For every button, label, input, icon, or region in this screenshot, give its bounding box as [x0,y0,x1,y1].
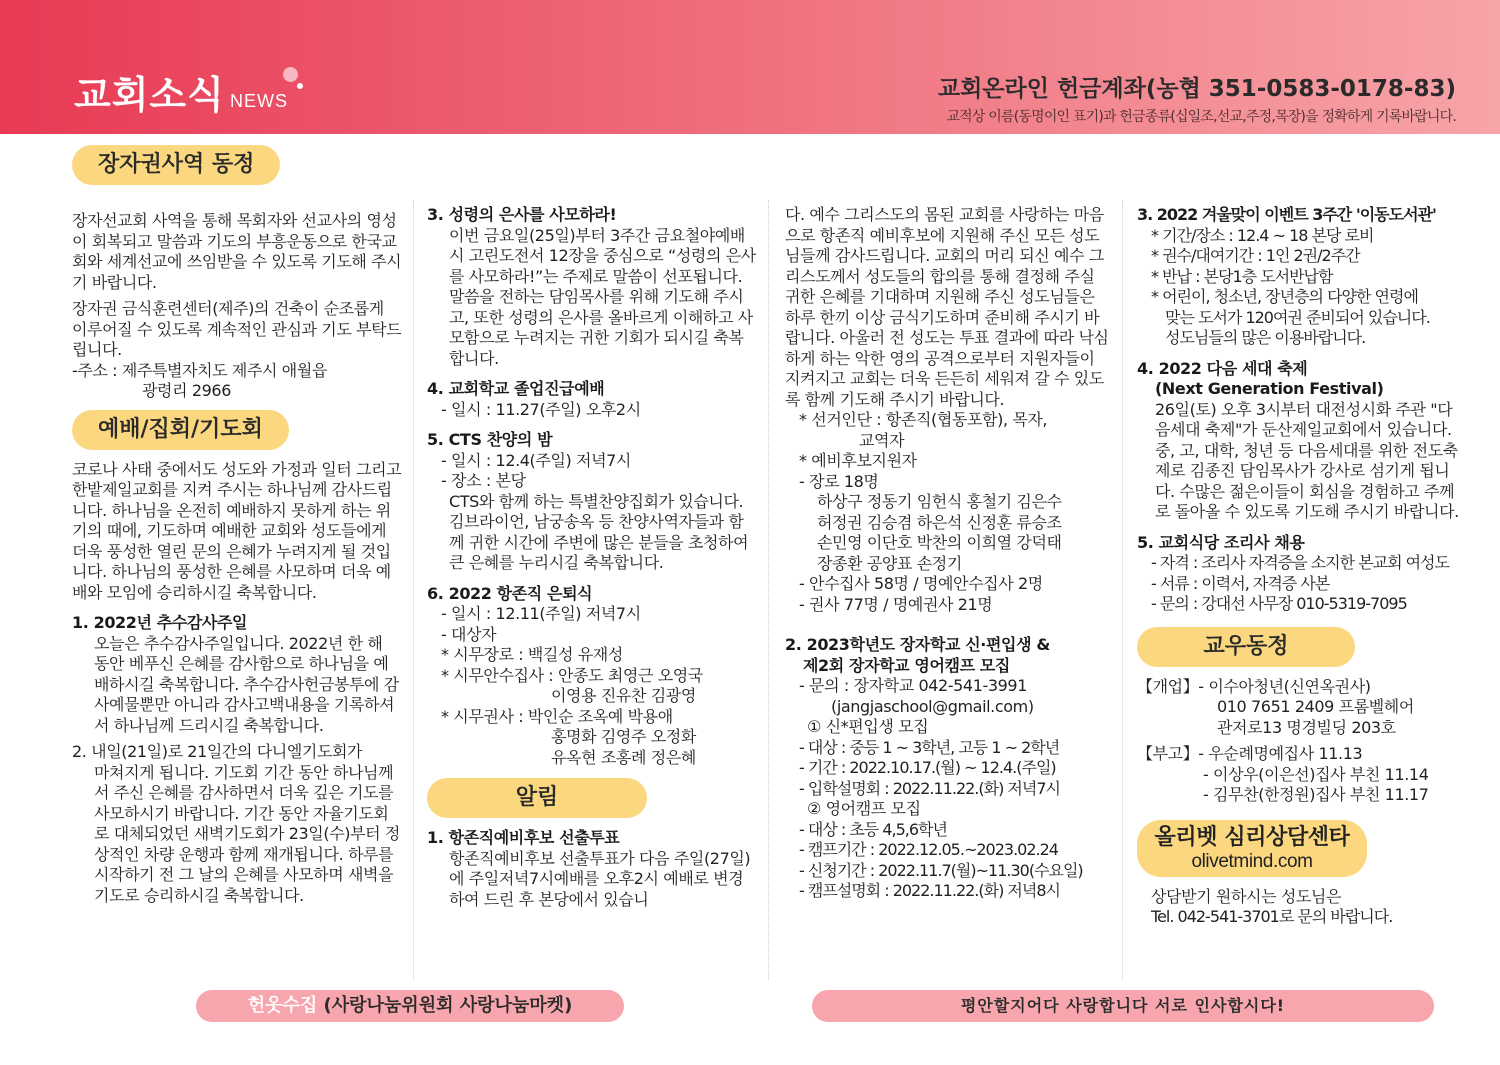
item-5-line-1: - 일시 : 12.4(주일) 저녁7시 [441,450,631,470]
members-line: 관저로13 명경빌딩 203호 [1217,717,1396,737]
item-6-line-8: 유옥현 조홍례 정은혜 [551,747,696,767]
item-1-body: 오늘은 추수감사주일입니다. 2022년 한 해 동안 베푸신 은혜를 감사함으로 하나님을 예배하시길 축복합니다. 추수감사헌금봉투에 감사예물뿐만 아니라 감사고백내용을 기록하셔서 하나님께 드리시길 축복합니다. [94,633,399,735]
members-line: 【부고】- 우순례명예집사 11.13 [1137,744,1363,763]
item-5-title: 5. CTS 찬양의 밤 [427,430,553,449]
item-6-line-2: - 대상자 [441,624,497,644]
item-5-line-2: - 장소 : 본당 [441,471,526,490]
item-6-line-1: - 일시 : 12.11(주일) 저녁7시 [441,604,641,623]
item-4-title: 4. 교회학교 졸업진급예배 [427,379,605,398]
notice-2-line: - 기간 : 2022.10.17.(월) ~ 12.4.(주일) [799,758,1056,777]
clothes-collection-banner [196,990,624,1022]
counseling-center-badge [1137,820,1367,877]
elders-names-2: 허정권 김승겸 하은석 신정훈 류승조 [817,512,1062,532]
greeting-banner: 평안할지어다 사랑합니다 서로 인사합시다! [812,990,1434,1022]
section-heading-jangja: 장자권사역 동정 [72,145,280,185]
notice-2-line: - 대상 : 중등 1 ~ 3학년, 고등 1 ~ 2학년 [799,737,1060,757]
notice-3-line: 맞는 도서가 120여권 준비되어 있습니다. [1165,307,1430,327]
kwonsa-count: - 권사 77명 / 명예권사 21명 [799,594,993,614]
item-3-body: 이번 금요일(25일)부터 3주간 금요철야예배시 고린도전서 12장을 중심으로 “성령의 은사를 사모하라!”는 주제로 말씀이 선포됩니다. 말씀을 전하는 담임목사를 위해 기도해 주시고, 또한 성령의 은사를 올바르게 이해하고 사모함으로 누려지는 귀한 기회가 되시길 축복합니다. [449,225,756,368]
item-2-body: 마쳐지게 됩니다. 기도회 기간 동안 하나님께서 주신 은혜를 감사하면서 더욱 깊은 기도를 사모하시기 바랍니다. 기간 동안 자율기도회로 대체되었던 새벽기도회가 23일(수)부터 정상적인 차량 운행과 함께 재개됩니다. 하루를 시작하기 전 그 날의 은혜를 사모하며 새벽을 기도로 승리하시길 축복합니다. [94,762,400,905]
item-6-line-5: 이영용 진유찬 김광영 [551,686,696,705]
elders-names-1: 하상구 정동기 임헌식 홍철기 김은수 [817,492,1062,511]
notice-2-line: - 입학설명회 : 2022.11.22.(화) 저녁7시 [799,778,1060,798]
notice-4-title: 4. 2022 다음 세대 축제 [1137,358,1308,378]
item-6-line-4: * 시무안수집사 : 안종도 최영근 오영국 [441,665,703,685]
notice-1-title: 1. 항존직예비후보 선출투표 [427,828,620,847]
page-header [0,0,1500,134]
column-divider [768,200,769,980]
members-line: - 김무찬(한정원)집사 부친 11.17 [1203,785,1429,804]
vote-paragraph: 다. 예수 그리스도의 몸된 교회를 사랑하는 마음으로 항존직 예비후보에 지원해 주신 모든 성도님들께 감사드립니다. 교회의 머리 되신 예수 그리스도께서 성도들의 합의를 통해 결정해 주실 귀한 은혜를 기대하며 지원해 주신 성도님들은 하루 한끼 이상 금식기도하며 준비해 주시기 바랍니다. 아울러 전 성도는 투표 결과에 따라 낙심하게 하는 악한 영의 공격으로부터 지원자들이 지켜지고 교회는 더욱 든든히 세워져 갈 수 있도록 함께 기도해 주시기 바랍니다. [785,205,1109,409]
notice-2-line: - 대상 : 초등 4,5,6학년 [799,819,947,839]
column-divider [1122,200,1123,980]
worship-paragraph: 코로나 사태 중에서도 성도와 가정과 일터 그리고 한밭제일교회를 지켜 주시는 하나님께 감사드립니다. 하나님을 온전히 예배하지 못하게 하는 위기의 때에, 기도하며 예배한 교회와 성도들에게 더욱 풍성한 열린 문의 은혜가 누려지게 될 것입니다. 하나님의 풍성한 은혜를 사모하며 더욱 예배와 모임에 승리하시길 축복합니다. [72,459,402,602]
item-5-body: CTS와 함께 하는 특별찬양집회가 있습니다. 김브라이언, 남궁송옥 등 찬양사역자들과 함께 귀한 시간에 주변에 많은 분들을 초청하여 큰 은혜를 누리시길 축복합니다. [449,491,749,572]
notice-2-line: - 캠프설명회 : 2022.11.22.(화) 저녁8시 [799,881,1060,900]
electors-line: * 선거인단 : 항존직(협동포함), 목자, [799,410,1048,429]
notice-2-sub-2: ② 영어캠프 모집 [807,799,921,818]
clothes-collection-detail: (사랑나눔위원회 사랑나눔마켓) [317,995,573,1016]
notice-3-line: * 기간/장소 : 12.4 ~ 18 본당 로비 [1151,225,1374,245]
decor-dot-large [283,67,298,82]
members-line: - 이상우(이은선)집사 부친 11.14 [1203,764,1429,784]
notice-4-subtitle: (Next Generation Festival) [1155,379,1384,398]
offering-account-note: 교적상 이름(동명이인 표기)과 헌금종류(십일조,선교,주정,목장)을 정확하게 기록바랍니다. [946,109,1456,125]
notice-3-line: 성도님들의 많은 이용바랍니다. [1165,328,1366,347]
deacons-count: - 안수집사 58명 / 명예안수집사 2명 [799,574,1043,593]
column-divider [413,200,414,980]
page-title: 교회소식 [74,73,225,117]
notice-1-body: 항존직예비후보 선출투표가 다음 주일(27일)에 주일저녁7시예배를 오후2시 예배로 변경하여 드린 후 본당에서 있습니 [449,848,751,909]
section-heading-members: 교우동정 [1137,627,1355,667]
item-6-line-6: * 시무권사 : 박인순 조옥예 박용애 [441,706,673,726]
address-line: -주소 : 제주특별자치도 제주시 애월읍 [72,360,327,380]
notice-2-title: 2. 2023학년도 장자학교 신·편입생 & [785,635,1050,654]
item-1-title: 1. 2022년 추수감사주일 [72,613,248,632]
column-4 [1137,140,1467,928]
counseling-center-name: 올리벳 심리상담센타 [1154,824,1350,850]
notice-3-line: * 어린이, 청소년, 장년층의 다양한 연령에 [1151,287,1418,306]
jangja-paragraph: 장자선교회 사역을 통해 목회자와 선교사의 영성이 회복되고 말씀과 기도의 부흥운동으로 한국교회와 세계선교에 쓰임받을 수 있도록 기도해 주시기 바랍니다. [72,211,402,292]
notice-3-line: * 반납 : 본당1층 도서반납함 [1151,266,1333,286]
item-6-title: 6. 2022 항존직 은퇴식 [427,583,593,603]
notice-5-line: - 서류 : 이력서, 자격증 사본 [1151,573,1330,593]
jangja-center-paragraph: 장자권 금식훈련센터(제주)의 건축이 순조롭게 이루어질 수 있도록 계속적인 관심과 기도 부탁드립니다. [72,299,402,359]
clothes-collection-label: 헌옷수집 [247,995,318,1016]
members-line: 010 7651 2409 프롬벨헤어 [1217,697,1414,716]
item-6-line-3: * 시무장로 : 백길성 유재성 [441,645,623,664]
notice-3-title: 3. 2022 겨울맞이 이벤트 3주간 '이동도서관' [1137,205,1436,224]
column-2 [427,140,757,910]
notice-2-sub-1: ① 신*편입생 모집 [807,717,929,736]
electors-line-2: 교역자 [859,430,905,450]
notice-3-line: * 권수/대여기간 : 1인 2권/2주간 [1151,246,1360,265]
notice-5-line: - 문의 : 강대선 사무장 010-5319-7095 [1151,594,1407,613]
notice-4-body: 26일(토) 오후 3시부터 대전성시화 주관 "다음세대 축제"가 둔산제일교회에서 있습니다. 중, 고, 대학, 청년 등 다음세대를 위한 전도축제로 김종진 담임목사가 강사로 섬기게 됩니다. 수많은 젊은이들이 회심을 경험하고 주께로 돌아올 수 있도록 기도해 주시기 바랍니다. [1155,399,1459,521]
item-3-title: 3. 성령의 은사를 사모하라! [427,205,617,224]
column-1 [72,140,402,906]
notice-5-title: 5. 교회식당 조리사 채용 [1137,532,1305,552]
section-heading-worship: 예배/집회/기도회 [72,410,289,450]
elders-names-3: 손민영 이단호 박찬의 이희열 강덕태 [817,533,1062,552]
item-4-line: - 일시 : 11.27(주일) 오후2시 [441,399,641,419]
notice-2-line: - 캠프기간 : 2022.12.05.~2023.02.24 [799,840,1058,859]
news-label: NEWS [230,91,288,111]
section-heading-notice: 알림 [427,778,647,818]
address-line-2: 광령리 2966 [142,381,231,400]
item-2-title: 2. 내일(21일)로 21일간의 다니엘기도회가 [72,742,363,761]
counseling-center-url: olivetmind.com [1191,850,1313,872]
counseling-line: 상담받기 원하시는 성도님은 [1151,886,1342,906]
column-3 [785,140,1110,902]
item-6-line-7: 홍명화 김영주 오정화 [551,727,696,746]
elders-count: - 장로 18명 [799,471,879,491]
notice-2-title-2: 제2회 장자학교 영어캠프 모집 [803,655,1010,675]
counseling-line: Tel. 042-541-3701로 문의 바랍니다. [1151,907,1393,926]
decor-dot-small [297,83,303,89]
notice-2-contact: - 문의 : 장자학교 042-541-3991 [799,676,1027,695]
notice-5-line: - 자격 : 조리사 자격증을 소지한 본교회 여성도 [1151,553,1449,572]
members-line: 【개업】- 이수아청년(신연옥권사) [1137,676,1371,696]
notice-2-email: (jangjaschool@gmail.com) [831,696,1034,716]
candidates-heading: * 예비후보지원자 [799,451,917,470]
offering-account-title: 교회온라인 헌금계좌(농협 351-0583-0178-83) [937,76,1456,102]
elders-names-4: 장종환 공양표 손정기 [817,553,962,573]
notice-2-line: - 신청기간 : 2022.11.7(월)~11.30(수요일) [799,860,1083,880]
